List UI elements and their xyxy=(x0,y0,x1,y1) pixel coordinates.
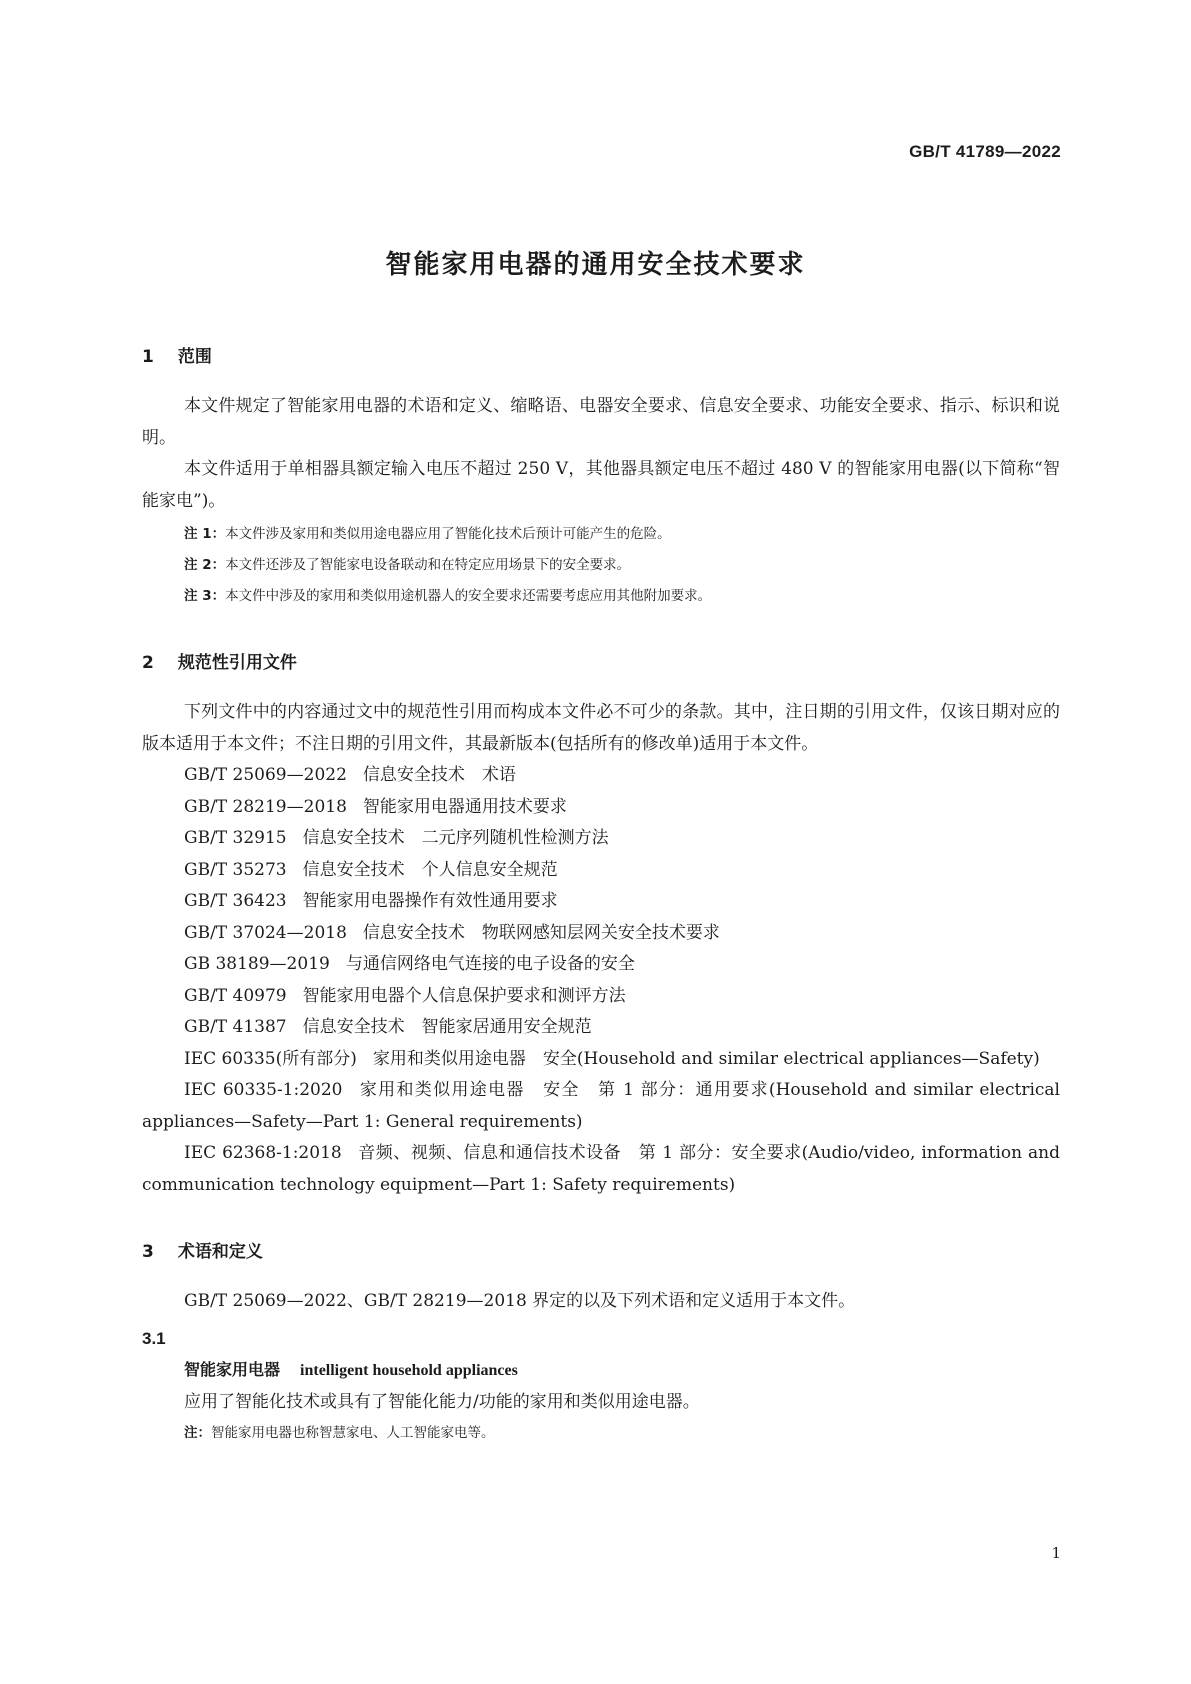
section-heading xyxy=(142,651,1060,675)
reference-code: GB/T 36423 xyxy=(184,891,287,911)
page-number: 1 xyxy=(1051,1544,1061,1562)
reference-title: 音频、视频、信息和通信技术设备 第 1 部分：安全要求(Audio/video, information and communication technology equipment—Part 1: Safety requirements) xyxy=(142,1143,1060,1195)
reference-item xyxy=(142,981,1060,1013)
reference-item xyxy=(142,1075,1060,1138)
document-title: 智能家用电器的通用安全技术要求 xyxy=(385,250,806,280)
reference-code: GB/T 28219—2018 xyxy=(184,796,347,817)
paragraph: 下列文件中的内容通过文中的规范性引用而构成本文件必不可少的条款。其中，注日期的引用文件，仅该日期对应的版本适用于本文件；不注日期的引用文件，其最新版本(包括所有的修改单)适用于本文件。 xyxy=(142,702,1060,754)
section-number: 3 xyxy=(142,1242,154,1262)
reference-title: 信息安全技术 智能家居通用安全规范 xyxy=(302,1017,592,1037)
section-normative-references xyxy=(142,651,1060,1201)
section-heading xyxy=(142,1240,1060,1264)
paragraph: 本文件规定了智能家用电器的术语和定义、缩略语、电器安全要求、信息安全要求、功能安全要求、指示、标识和说明。 xyxy=(142,396,1060,448)
reference-list xyxy=(142,760,1060,1201)
section-scope xyxy=(142,345,1060,612)
reference-code: GB/T 35273 xyxy=(184,859,287,880)
reference-item xyxy=(142,792,1060,824)
reference-title: 信息安全技术 术语 xyxy=(362,765,516,785)
term-number: 3.1 xyxy=(142,1328,166,1348)
paragraph: GB/T 25069—2022、GB/T 28219—2018 界定的以及下列术语和定义适用于本文件。 xyxy=(184,1291,856,1311)
reference-item xyxy=(142,1012,1060,1044)
reference-title: 信息安全技术 物联网感知层网关安全技术要求 xyxy=(362,922,720,943)
note-text: 本文件中涉及的家用和类似用途机器人的安全要求还需要考虑应用其他附加要求。 xyxy=(225,588,712,604)
note-text: 本文件涉及家用和类似用途电器应用了智能化技术后预计可能产生的危险。 xyxy=(225,526,671,542)
reference-item xyxy=(142,886,1060,918)
reference-code: GB/T 32915 xyxy=(184,828,287,848)
paragraph: 本文件适用于单相器具额定输入电压不超过 250 V，其他器具额定电压不超过 480 V 的智能家用电器(以下简称“智能家电”)。 xyxy=(142,459,1060,511)
term-name-en: intelligent household appliances xyxy=(300,1361,518,1379)
reference-title: 与通信网络电气连接的电子设备的安全 xyxy=(345,954,635,974)
reference-code: IEC 62368-1:2018 xyxy=(184,1143,342,1163)
reference-title: 智能家用电器个人信息保护要求和测评方法 xyxy=(302,985,626,1006)
note-text: 本文件还涉及了智能家电设备联动和在特定应用场景下的安全要求。 xyxy=(225,557,631,573)
standard-number: GB/T 41789—2022 xyxy=(909,142,1061,161)
reference-code: IEC 60335-1:2020 xyxy=(184,1080,343,1100)
reference-code: GB/T 37024—2018 xyxy=(184,922,347,943)
reference-code: GB/T 25069—2022 xyxy=(184,765,347,785)
note-text: 智能家用电器也称智慧家电、人工智能家电等。 xyxy=(211,1425,495,1441)
note xyxy=(184,519,1060,550)
section-terms-definitions xyxy=(142,1240,1060,1449)
reference-title: 智能家用电器操作有效性通用要求 xyxy=(302,891,558,911)
note xyxy=(184,550,1060,581)
reference-code: GB 38189—2019 xyxy=(184,954,330,974)
reference-code: IEC 60335(所有部分) xyxy=(184,1048,357,1069)
note-label: 注 3： xyxy=(184,588,226,604)
section-number: 1 xyxy=(142,347,154,367)
section-number: 2 xyxy=(142,653,154,673)
section-title: 范围 xyxy=(177,347,212,367)
reference-title: 信息安全技术 个人信息安全规范 xyxy=(302,859,558,880)
note xyxy=(184,581,1060,612)
reference-code: GB/T 40979 xyxy=(184,985,287,1006)
term-definition: 应用了智能化技术或具有了智能化能力/功能的家用和类似用途电器。 xyxy=(184,1391,700,1412)
reference-title: 智能家用电器通用技术要求 xyxy=(362,796,567,817)
section-heading xyxy=(142,345,1060,369)
term-name-zh: 智能家用电器 xyxy=(184,1359,281,1379)
note-label: 注 1： xyxy=(184,526,226,542)
reference-code: GB/T 41387 xyxy=(184,1017,287,1037)
reference-item xyxy=(142,823,1060,855)
note xyxy=(184,1418,1060,1449)
reference-item xyxy=(142,918,1060,950)
reference-item xyxy=(142,1138,1060,1201)
note-label: 注： xyxy=(184,1425,211,1441)
reference-item xyxy=(142,949,1060,981)
reference-item xyxy=(142,1044,1060,1076)
reference-title: 信息安全技术 二元序列随机性检测方法 xyxy=(302,828,609,848)
document-body xyxy=(142,345,1060,1449)
term-name xyxy=(184,1353,1060,1387)
section-title: 术语和定义 xyxy=(177,1242,263,1262)
reference-item xyxy=(142,760,1060,792)
note-label: 注 2： xyxy=(184,557,226,573)
section-title: 规范性引用文件 xyxy=(177,653,297,673)
reference-title: 家用和类似用途电器 安全 第 1 部分：通用要求(Household and similar electrical appliances—Safety—Part 1: General requirements) xyxy=(142,1080,1060,1132)
reference-item xyxy=(142,855,1060,887)
reference-title: 家用和类似用途电器 安全(Household and similar electrical appliances—Safety) xyxy=(372,1048,1040,1069)
